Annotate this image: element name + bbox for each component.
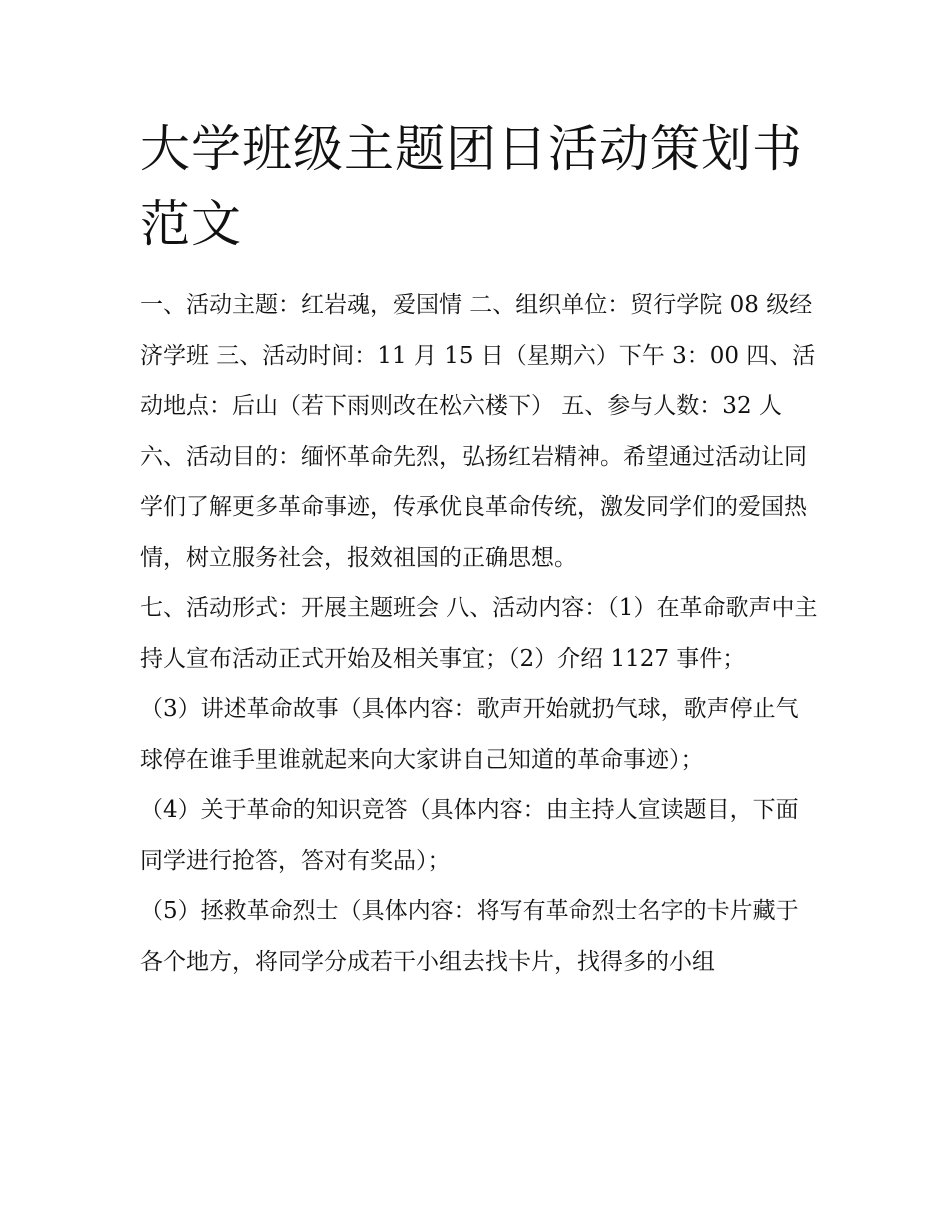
document-page [140,112,820,987]
paragraph-activity-info: 一、活动主题：红岩魂，爱国情 二、组织单位：贸行学院 08 级经济学班 三、活动时间：11 月 15 日（星期六）下午 3：00 四、活动地点：后山（若下雨则改在松六楼下） 五、参与人数：32 人 [140,292,816,419]
document-title: 大学班级主题团日活动策划书范文 [140,120,803,253]
paragraph-activity-content: 七、活动形式：开展主题班会 八、活动内容：（1）在革命歌声中主持人宣布活动正式开始及相关事宜；（2）介绍 1127 事件； [140,595,818,672]
paragraph-activity-purpose: 六、活动目的：缅怀革命先烈，弘扬红岩精神。希望通过活动让同学们了解更多革命事迹，传承优良革命传统，激发同学们的爱国热情，树立服务社会，报效祖国的正确思想。 [140,443,807,571]
paragraph-item-4: （4）关于革命的知识竞答（具体内容：由主持人宣读题目，下面同学进行抢答，答对有奖品）； [140,797,799,874]
paragraph-item-3: （3）讲述革命故事（具体内容：歌声开始就扔气球，歌声停止气球停在谁手里谁就起来向大家讲自己知道的革命事迹）； [140,696,799,773]
paragraph-item-5: （5）拯救革命烈士（具体内容：将写有革命烈士名字的卡片藏于各个地方，将同学分成若干小组去找卡片，找得多的小组 [140,898,799,975]
